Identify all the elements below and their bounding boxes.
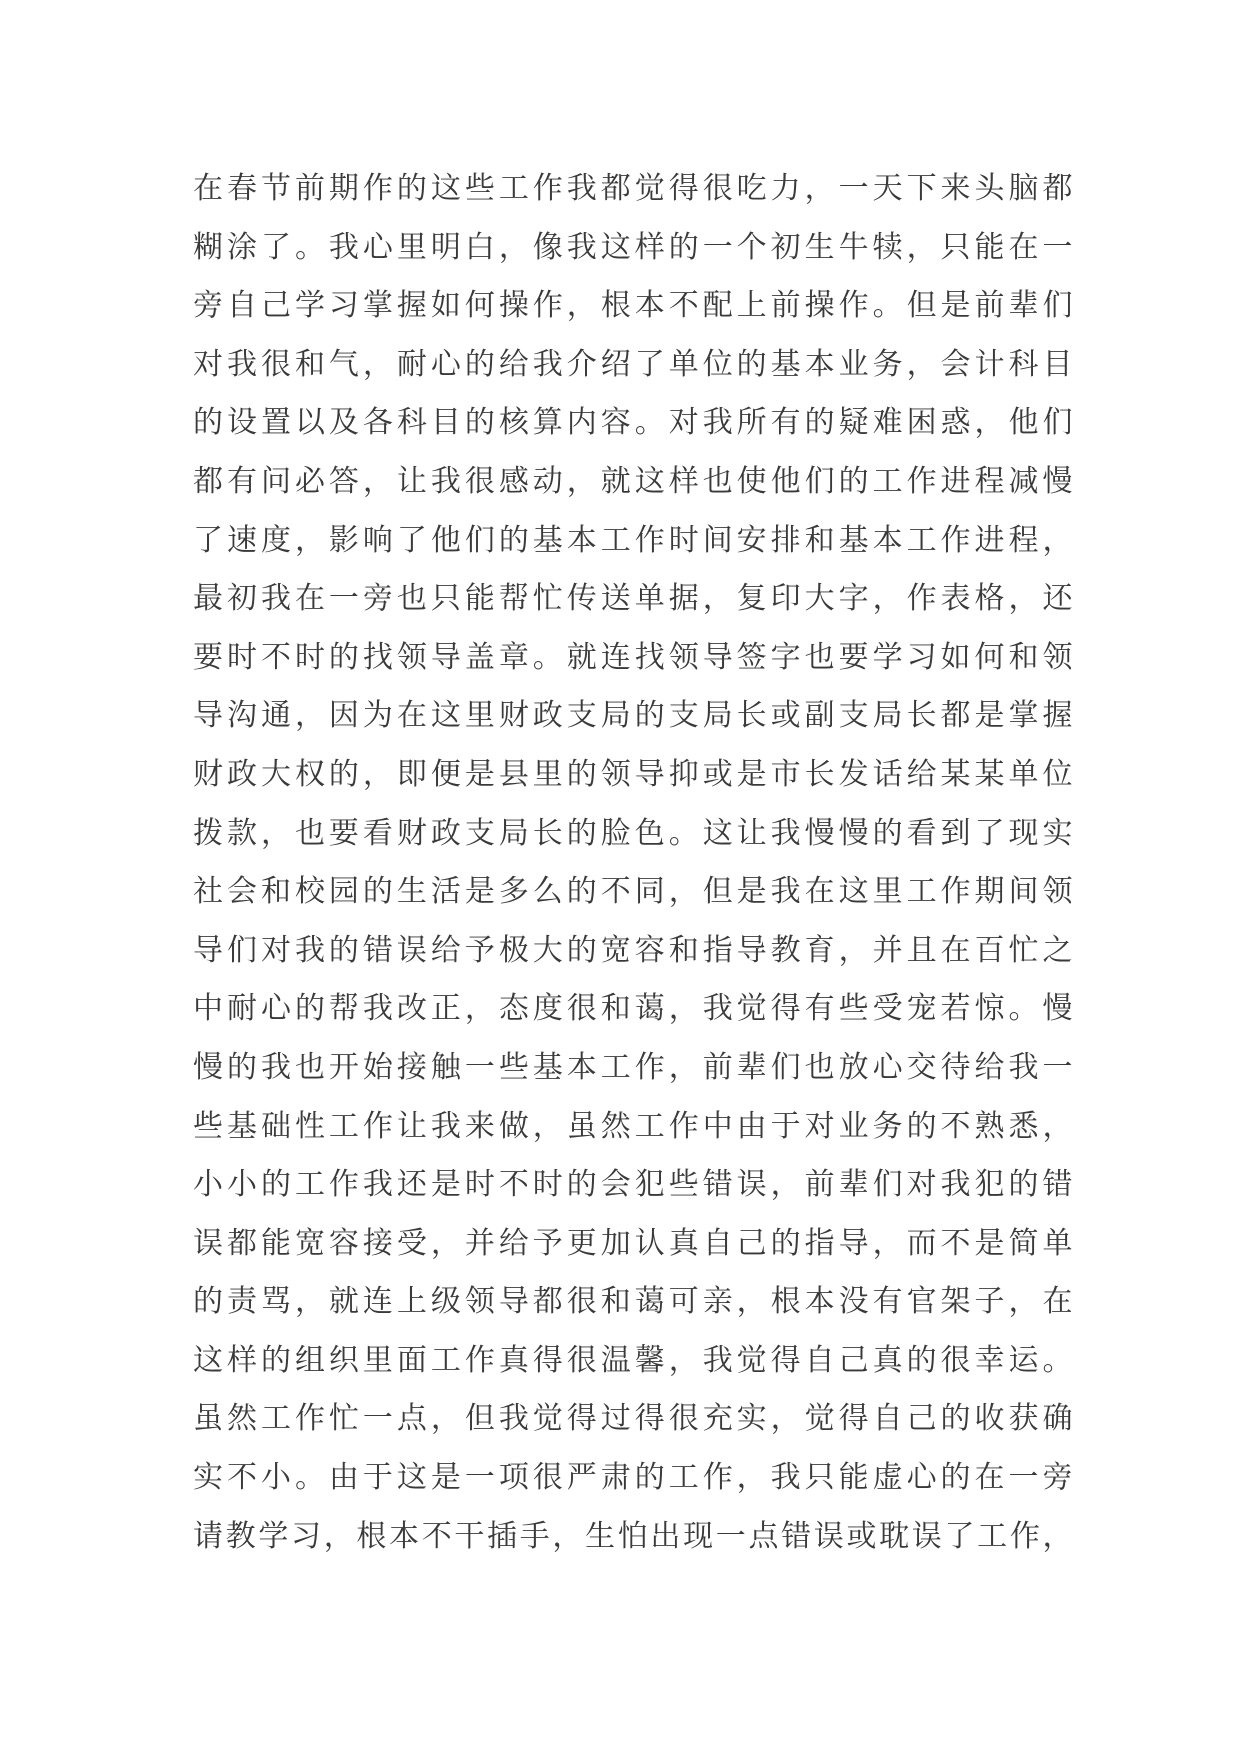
text-line: 最初我在一旁也只能帮忙传送单据，复印大字，作表格，还 — [193, 581, 1073, 617]
text-line: 糊涂了。我心里明白，像我这样的一个初生牛犊，只能在一 — [193, 229, 1073, 265]
text-line: 导沟通，因为在这里财政支局的支局长或副支局长都是掌握 — [193, 698, 1073, 734]
text-line: 都有问必答，让我很感动，就这样也使他们的工作进程减慢 — [193, 463, 1073, 499]
text-line: 要时不时的找领导盖章。就连找领导签字也要学习如何和领 — [193, 639, 1073, 675]
text-line: 请教学习，根本不干插手，生怕出现一点错误或耽误了工作， — [193, 1518, 1073, 1554]
text-line: 些基础性工作让我来做，虽然工作中由于对业务的不熟悉， — [193, 1108, 1073, 1144]
text-line: 对我很和气，耐心的给我介绍了单位的基本业务，会计科目 — [193, 346, 1073, 382]
body-paragraph — [193, 160, 1073, 1566]
text-line: 财政大权的，即便是县里的领导抑或是市长发话给某某单位 — [193, 756, 1073, 792]
text-line: 实不小。由于这是一项很严肃的工作，我只能虚心的在一旁 — [193, 1460, 1073, 1496]
text-line: 旁自己学习掌握如何操作，根本不配上前操作。但是前辈们 — [193, 288, 1073, 324]
text-line: 慢的我也开始接触一些基本工作，前辈们也放心交待给我一 — [193, 1049, 1073, 1085]
text-line: 拨款，也要看财政支局长的脸色。这让我慢慢的看到了现实 — [193, 815, 1073, 851]
text-line: 的责骂，就连上级领导都很和蔼可亲，根本没有官架子，在 — [193, 1284, 1073, 1320]
text-line: 误都能宽容接受，并给予更加认真自己的指导，而不是简单 — [193, 1225, 1073, 1261]
text-line: 的设置以及各科目的核算内容。对我所有的疑难困惑，他们 — [193, 405, 1073, 441]
text-line: 了速度，影响了他们的基本工作时间安排和基本工作进程， — [193, 522, 1073, 558]
text-line: 这样的组织里面工作真得很温馨，我觉得自己真的很幸运。 — [193, 1342, 1073, 1378]
text-line: 小小的工作我还是时不时的会犯些错误，前辈们对我犯的错 — [193, 1167, 1073, 1203]
text-line: 社会和校园的生活是多么的不同，但是我在这里工作期间领 — [193, 874, 1073, 910]
text-line: 导们对我的错误给予极大的宽容和指导教育，并且在百忙之 — [193, 932, 1073, 968]
text-line: 虽然工作忙一点，但我觉得过得很充实，觉得自己的收获确 — [193, 1401, 1073, 1437]
text-line: 在春节前期作的这些工作我都觉得很吃力，一天下来头脑都 — [193, 171, 1073, 206]
text-line: 中耐心的帮我改正，态度很和蔼，我觉得有些受宠若惊。慢 — [193, 991, 1073, 1027]
